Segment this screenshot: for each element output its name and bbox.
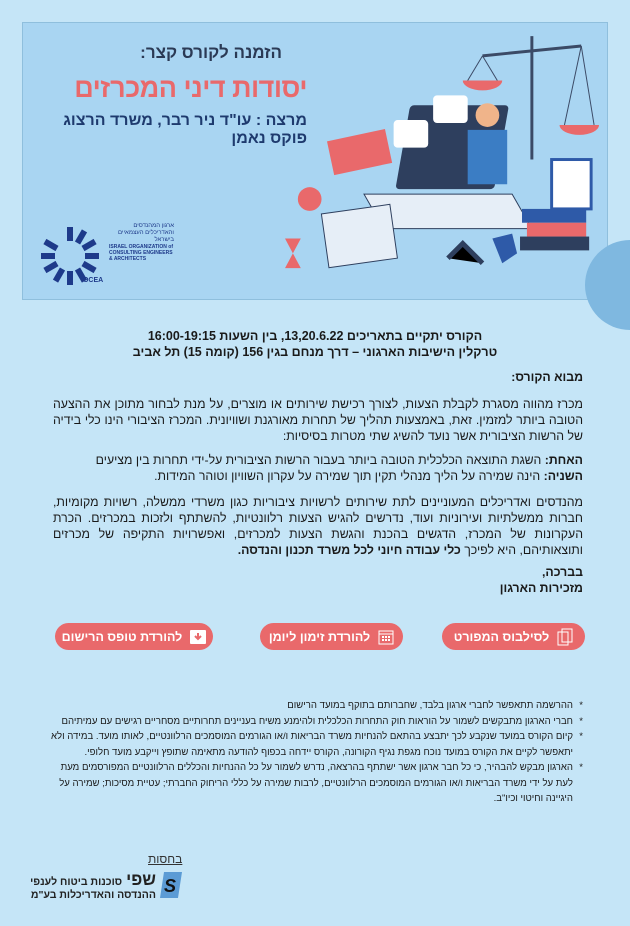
- speech-bubble-icon: [394, 120, 429, 148]
- sponsor-line-1: סוכנות ביטוח לענפי: [30, 876, 123, 888]
- intro-heading: מבוא הקורס:: [511, 370, 583, 384]
- registration-label: להורדת טופס הרישום: [61, 629, 183, 644]
- svg-text:S: S: [164, 876, 177, 896]
- calendar-button[interactable]: [260, 623, 403, 650]
- audience-text: מהנדסים ואדריכלים המעוניינים לתת שירותים לרשויות ציבוריות כגון משרדי ממשלה, רשויות מקומיות, חברות ממשלתיות ועירוניות ועוד, נדרשים להגיש הצעות רלוונטיות, להשתתף ולזכות במכרזים. הכרת העקרונות של המכרז, הדגשים בהכנת והגשת הצעות למכרזים, ואפשרויות התקיפה של מכרזים ותוצאותיהם, היא לפיכך: [53, 495, 583, 557]
- lecturer: מרצה : עו"ד ניר רבר, משרד הרצוג פוקס נאמן: [63, 112, 307, 147]
- calendar-icon: [378, 629, 394, 645]
- hero-banner: [22, 22, 608, 300]
- clipboard-icon: [321, 204, 397, 267]
- syllabus-label: לסילבוס המפורט: [453, 629, 550, 644]
- syllabus-button[interactable]: [442, 623, 585, 650]
- goal-2-label: השניה:: [543, 469, 583, 483]
- sponsor-label: בחסות: [148, 852, 183, 866]
- course-title: יסודות דיני המכרזים: [74, 73, 307, 103]
- goal-1-label: האחת:: [544, 453, 583, 467]
- stamp-icon: [298, 187, 322, 211]
- goal-1-text: השגת התוצאה הכלכלית הטובה ביותר בעבור הרשות הציבורית על-ידי תחרות בין מציעים: [95, 453, 545, 467]
- course-location: טרקלין הישיבות הארגוני – דרך מנחם בגין 156 (קומה 15) תל אביב: [132, 345, 498, 359]
- note-item: * חברי הארגון מתבקשים לשמור על הוראות חוק התחרות הכלכלית ולהימנע משיח בעניינים תחרותיים מסחריים רגישים עם עמיתיהם: [48, 714, 583, 730]
- law-book-icon: [327, 129, 392, 175]
- speech-bubble-icon: [433, 95, 468, 123]
- sponsor-line-2: ההנדסה והאדריכלות בע"מ: [30, 889, 156, 901]
- goal-1: [53, 452, 583, 468]
- gavel-icon: [448, 243, 483, 263]
- audience-bold: כלי עבודה חיוני לכל משרד תכנון והנדסה.: [237, 543, 461, 557]
- shapi-logo: [30, 870, 190, 904]
- note-item: * הארגון מבקש להבהיר, כי כל חבר ארגון אשר ישתתף בהרצאה, נדרש לשמור על כל ההנחיות והכללים הרלוונטיים המפורסמים מעת לעת על ידי משרד הבריאות ו/או הגורמים המוסמכים הרלוונטיים, לרבות שמירה על כללי הריחוק החברתי; עטיית מסיכות; שמירה על היגיינה וחיטוי וכיו"ב.: [48, 760, 583, 807]
- books-icon: [520, 160, 591, 251]
- logo-hebrew: ארגון המהנדסים והאדריכלים העצמאיים בישראל: [117, 223, 174, 243]
- course-dates: הקורס יתקיים בתאריכים 13,20.6.22, בין השעות 16:00-19:15: [147, 329, 483, 343]
- download-icon: [190, 630, 206, 644]
- invitation-kicker: הזמנה לקורס קצר:: [140, 43, 282, 62]
- signature: מזכירות הארגון: [499, 581, 583, 595]
- goal-2: [53, 468, 583, 484]
- logo-acronym: IOCEA: [81, 277, 104, 284]
- audience-paragraph: [53, 494, 583, 558]
- goal-2-text: הינה שמירה על הליך מנהלי תקין תוך שמירה על עקרון השוויון וטוהר המידות.: [154, 469, 544, 483]
- logo-english: ISRAEL ORGANIZATION of CONSULTING ENGINEERS & ARCHITECTS: [109, 244, 173, 262]
- note-item: * קיום הקורס במועד שנקבע לכך יתבצע בהתאם להנחיות משרד הבריאות ו/או הגורמים המוסמכים הרלוונטיים, לאותו מועד. במידה ולא יתאפשר לקיים את הקורס במועד נוכח מגפת נגיף הקורונה, הקורס יידחה בכפוף להודעה מתאימה שתופץ וייקבע מועד חלופי.: [48, 729, 583, 760]
- note-item: * ההרשמה תתאפשר לחברי ארגון בלבד, שחברותם בתוקף במועד הרישום: [48, 698, 583, 714]
- calendar-label: להורדת זימון ליומן: [268, 629, 371, 644]
- intro-paragraph: מכרז מהווה מסגרת לקבלת הצעות, לצורך רכישת שירותים או מוצרים, על מנת לבחור מתוכן את ההצעה הטובה ביותר למזמין. זאת, באמצעות תהליך של תחרות מאורגנת ושוויונית. המכרז הציבורי הינו כלי בידיה של הרשות הציבורית אשר נועד להשיג שתי מטרות בסיסיות:: [53, 397, 583, 443]
- notes-list: [48, 698, 583, 807]
- clipboard-icon: [557, 628, 573, 646]
- legal-illustration: [285, 31, 601, 293]
- greeting: בברכה,: [542, 565, 583, 579]
- iocea-logo: [39, 223, 174, 289]
- shapi-s-icon: [160, 872, 182, 898]
- shield-icon: [492, 234, 517, 264]
- registration-form-button[interactable]: [55, 623, 213, 650]
- sponsor-name: שפי: [126, 870, 156, 889]
- hourglass-icon: [285, 239, 301, 269]
